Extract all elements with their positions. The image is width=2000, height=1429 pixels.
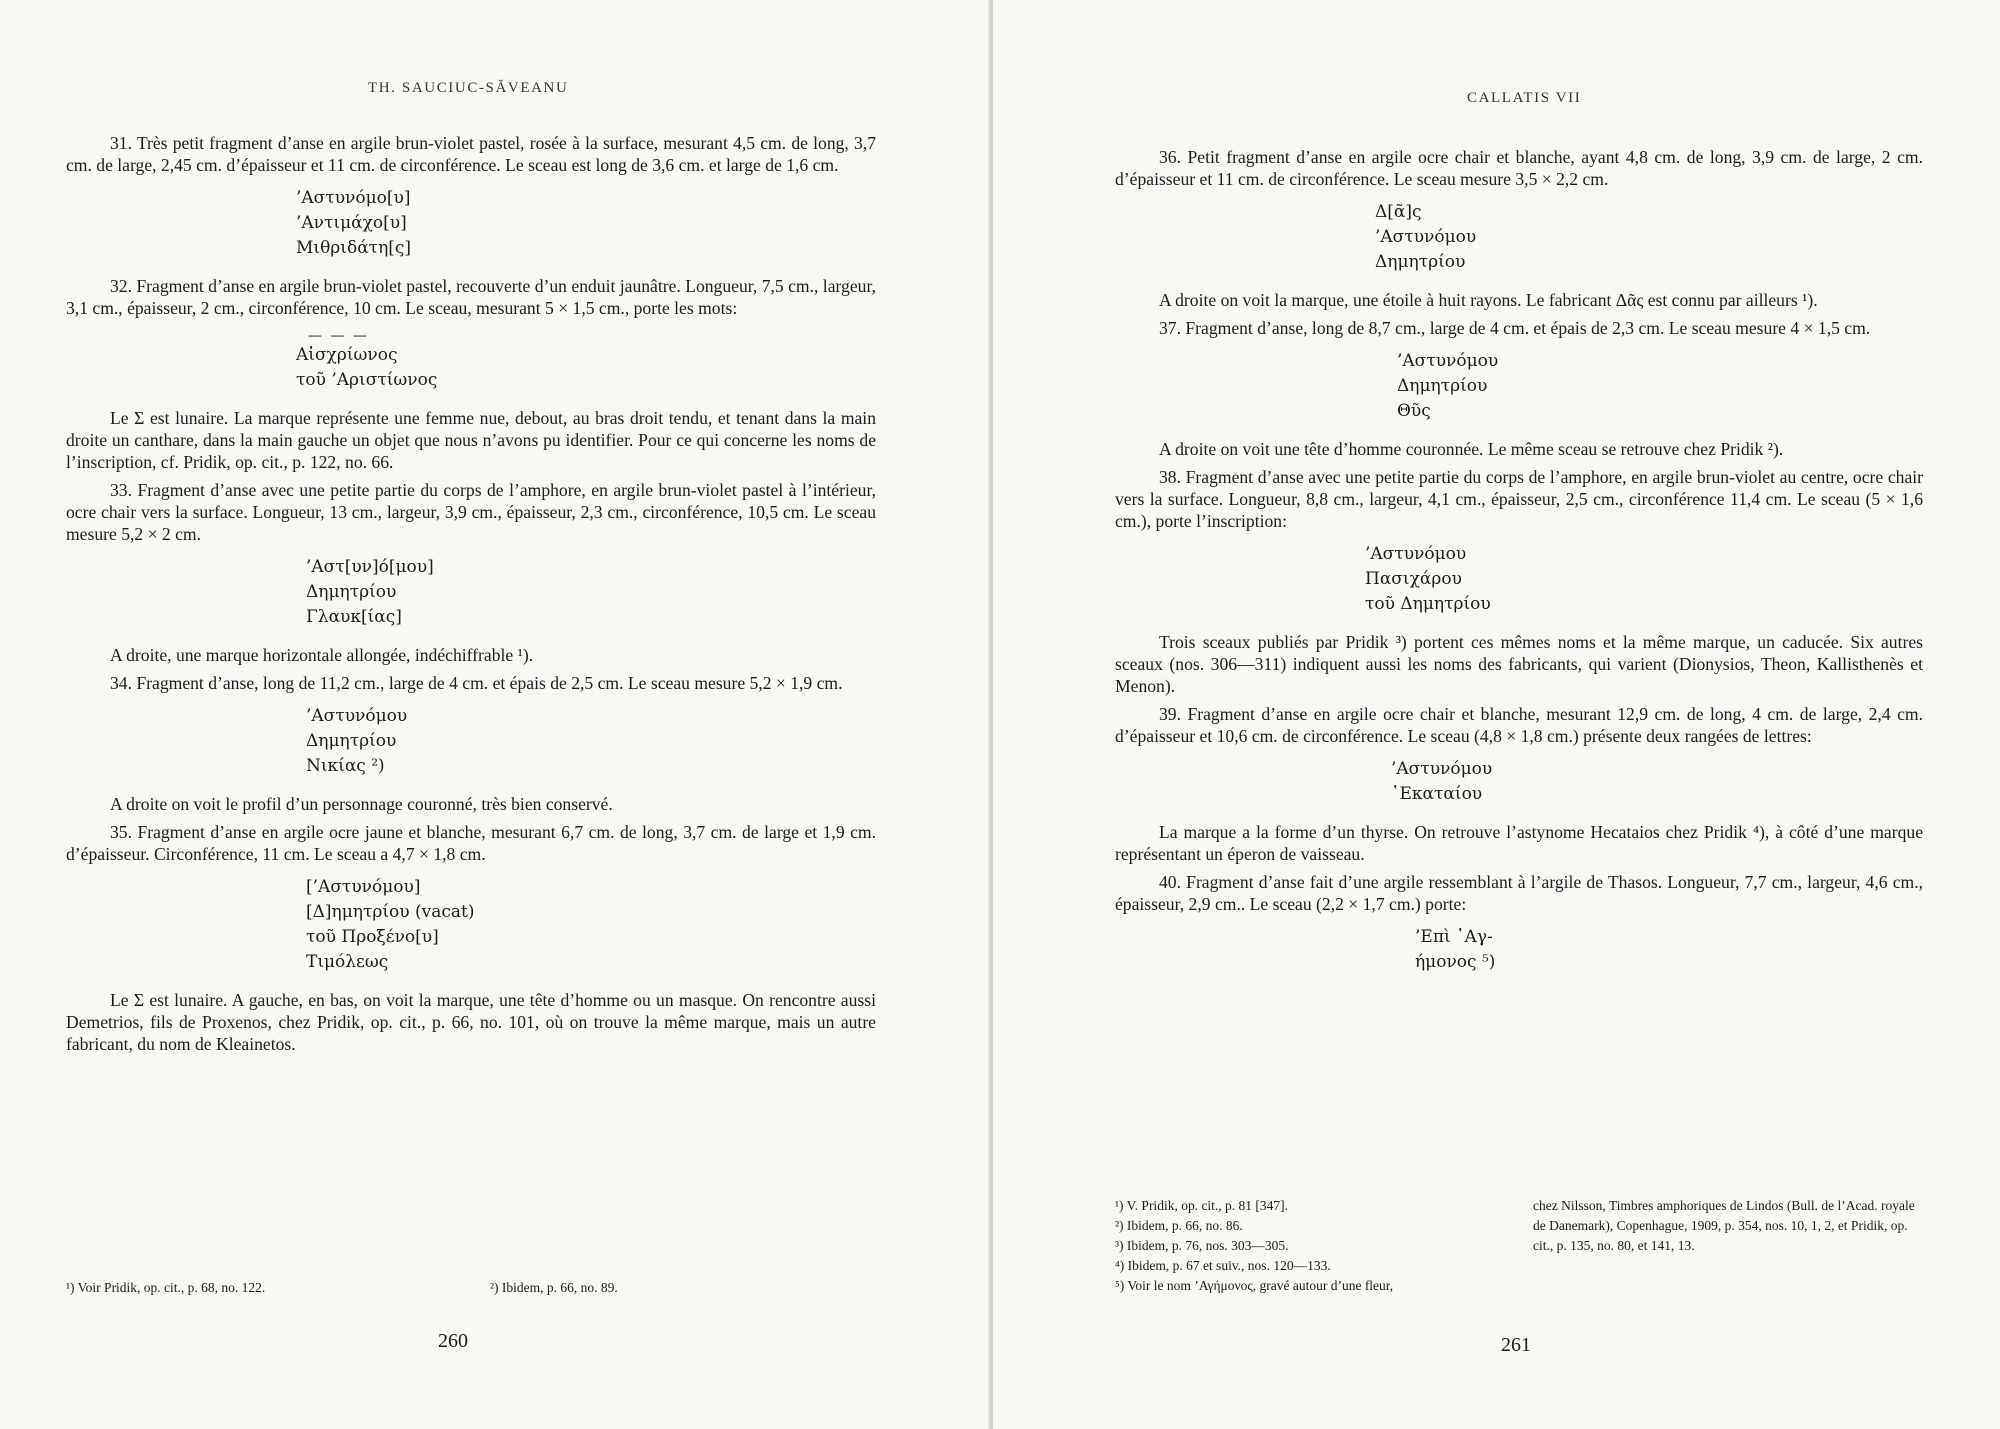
inscription-line: Πασιχάρου: [1365, 569, 1462, 589]
inscription: [66, 555, 876, 630]
inscription-line: ’Αστυνόμου: [1365, 544, 1467, 564]
inscription: [66, 875, 876, 975]
left-page: [0, 0, 990, 1429]
paragraph: 34. Fragment d’anse, long de 11,2 cm., large de 4 cm. et épais de 2,5 cm. Le sceau mesure 5,2 × 1,9 cm.: [110, 673, 843, 693]
footnotes-left-column: [1115, 1196, 1515, 1296]
inscription-dash: — — —: [308, 328, 369, 344]
footnote: ¹) Voir Pridik, op. cit., p. 68, no. 122.: [66, 1280, 266, 1295]
inscription-line: Μιθριδάτη[ς]: [296, 238, 412, 258]
paragraph: A droite on voit une tête d’homme couronnée. Le même sceau se retrouve chez Pridik ²).: [1159, 439, 1784, 459]
inscription-line: τοῦ Δημητρίου: [1365, 594, 1491, 614]
inscription-line: Θῦς: [1397, 401, 1431, 421]
inscription-line: ήμονος ⁵): [1415, 952, 1496, 972]
right-page: [993, 0, 2000, 1429]
inscription-line: Δημητρίου: [1397, 376, 1488, 396]
inscription-line: ’Αστυνόμου: [306, 706, 408, 726]
paragraph: 32. Fragment d’anse en argile brun-violet pastel, recouverte d’un enduit jaunâtre. Longueur, 7,5 cm., largeur, 3,1 cm., épaisseur, 2 cm., circonférence, 10 cm. Le sceau, mesurant 5 × 1,5 cm., porte les mots:: [66, 276, 876, 318]
paragraph: 31. Très petit fragment d’anse en argile brun-violet pastel, rosée à la surface, mesurant 4,5 cm. de long, 3,7 cm. de large, 2,45 cm. d’épaisseur et 11 cm. de circonférence. Le sceau est long de 3,6 cm. et large de 1,6 cm.: [66, 133, 876, 175]
paragraph: 35. Fragment d’anse en argile ocre jaune et blanche, mesurant 6,7 cm. de long, 3,7 cm. de large et 1,9 cm. d’épaisseur. Circonférence, 11 cm. Le sceau a 4,7 × 1,8 cm.: [66, 822, 876, 864]
footnote: ²) Ibidem, p. 66, no. 86.: [1115, 1218, 1243, 1233]
inscription-line: ’Αστυνόμου: [1391, 759, 1493, 779]
text-column: [1115, 146, 1923, 989]
paragraph: A droite, une marque horizontale allongée, indéchiffrable ¹).: [110, 645, 534, 665]
footnote: chez Nilsson, Timbres amphoriques de Lindos (Bull. de l’Acad. royale de Danemark), Copenhague, 1909, p. 354, nos. 10, 1, 2, et Pridik, op. cit., p. 135, no. 80, et 141, 13.: [1533, 1198, 1915, 1253]
inscription-line: ῾Εκαταίου: [1391, 784, 1483, 804]
paragraph: Le Σ est lunaire. La marque représente une femme nue, debout, au bras droit tendu, et tenant dans la main droite un canthare, dans la main gauche un objet que nous n’avons pu identifier. Pour ce qui concerne les noms de l’inscription, cf. Pridik, op. cit., p. 122, no. 66.: [66, 408, 876, 472]
inscription: [1115, 542, 1923, 617]
inscription: [66, 329, 876, 393]
inscription: [1115, 200, 1923, 275]
paragraph: 33. Fragment d’anse avec une petite partie du corps de l’amphore, en argile brun-violet pastel à l’intérieur, ocre chair vers la surface. Longueur, 13 cm., largeur, 3,9 cm., épaisseur, 2,3 cm., circonférence, 10,5 cm. Le sceau mesure 5,2 × 2 cm.: [66, 480, 876, 544]
inscription-line: Γλαυκ[ίας]: [306, 607, 402, 627]
inscription: [66, 186, 876, 261]
inscription-line: Δημητρίου: [306, 582, 397, 602]
inscription: [1115, 925, 1923, 975]
footnotes-right-column: [1533, 1196, 1923, 1256]
paragraph: La marque a la forme d’un thyrse. On retrouve l’astynome Hecataios chez Pridik ⁴), à côté d’une marque représentant un éperon de vaisseau.: [1115, 822, 1923, 864]
inscription: [66, 704, 876, 779]
running-head: CALLATIS VII: [1467, 90, 1582, 106]
paragraph: 39. Fragment d’anse en argile ocre chair et blanche, mesurant 12,9 cm. de long, 4 cm. de large, 2,4 cm. d’épaisseur et 10,6 cm. de circonférence. Le sceau (4,8 × 1,8 cm.) présente deux rangées de lettres:: [1115, 704, 1923, 746]
footnote: ³) Ibidem, p. 76, nos. 303—305.: [1115, 1238, 1289, 1253]
text-column: [66, 132, 876, 1061]
footnote: ²) Ibidem, p. 66, no. 89.: [490, 1280, 618, 1295]
paragraph: 38. Fragment d’anse avec une petite partie du corps de l’amphore, en argile brun-violet au centre, ocre chair vers la surface. Longueur, 8,8 cm., largeur, 4,1 cm., épaisseur, 2,5 cm., circonférence 11,4 cm. Le sceau (5 × 1,6 cm.), porte l’inscription:: [1115, 467, 1923, 531]
inscription-line: Δ[ᾶ]ς: [1375, 202, 1422, 222]
paragraph: 36. Petit fragment d’anse en argile ocre chair et blanche, ayant 4,8 cm. de long, 3,9 cm. de large, 2 cm. d’épaisseur et 11 cm. de circonférence. Le sceau mesure 3,5 × 2,2 cm.: [1115, 147, 1923, 189]
page-number: 260: [438, 1330, 468, 1352]
inscription-line: ’Αστυνόμου: [1397, 351, 1499, 371]
running-head: TH. SAUCIUC-SĂVEANU: [368, 80, 569, 96]
inscription-line: ’Αστ[υν]ό[μου]: [306, 557, 434, 577]
footnote: ⁵) Voir le nom ’Αγήμονος, gravé autour d’une fleur,: [1115, 1278, 1394, 1293]
paragraph: A droite on voit le profil d’un personnage couronné, très bien conservé.: [110, 794, 613, 814]
footnote: ¹) V. Pridik, op. cit., p. 81 [347].: [1115, 1198, 1289, 1213]
inscription-line: ’Αστυνόμου: [1375, 227, 1477, 247]
paragraph: A droite on voit la marque, une étoile à huit rayons. Le fabricant Δᾶς est connu par ailleurs ¹).: [1159, 290, 1818, 310]
inscription-line: Δημητρίου: [1375, 252, 1466, 272]
inscription-line: τοῦ ’Αριστίωνος: [296, 370, 438, 390]
inscription-line: [’Αστυνόμου]: [306, 877, 421, 897]
inscription-line: ’Αντιμάχο[υ]: [296, 213, 407, 233]
inscription-line: ’Επὶ ῾Αγ-: [1415, 927, 1493, 947]
inscription-line: τοῦ Προξένο[υ]: [306, 927, 439, 947]
footnote: ⁴) Ibidem, p. 67 et suiv., nos. 120—133.: [1115, 1258, 1331, 1273]
inscription-line: ’Αστυνόμο[υ]: [296, 188, 411, 208]
inscription-line: [Δ]ημητρίου (vacat): [306, 902, 475, 922]
inscription: [1115, 757, 1923, 807]
paragraph: Trois sceaux publiés par Pridik ³) portent ces mêmes noms et la même marque, un caducée. Six autres sceaux (nos. 306—311) indiquent aussi les noms des fabricants, qui varient (Dionysios, Theon, Kallisthenès et Menon).: [1115, 632, 1923, 696]
paragraph: Le Σ est lunaire. A gauche, en bas, on voit la marque, une tête d’homme ou un masque. On rencontre aussi Demetrios, fils de Proxenos, chez Pridik, op. cit., p. 66, no. 101, où on trouve la même marque, mais un autre fabricant, du nom de Kleainetos.: [66, 990, 876, 1054]
inscription: [1115, 349, 1923, 424]
inscription-line: Δημητρίου: [306, 731, 397, 751]
inscription-line: Νικίας ²): [306, 756, 385, 776]
paragraph: 37. Fragment d’anse, long de 8,7 cm., large de 4 cm. et épais de 2,3 cm. Le sceau mesure 4 × 1,5 cm.: [1159, 318, 1871, 338]
page-number: 261: [1501, 1334, 1531, 1356]
paragraph: 40. Fragment d’anse fait d’une argile ressemblant à l’argile de Thasos. Longueur, 7,7 cm., largeur, 4,6 cm., épaisseur, 2,9 cm.. Le sceau (2,2 × 1,7 cm.) porte:: [1115, 872, 1923, 914]
inscription-line: Αἰσχρίωνος: [296, 345, 398, 365]
inscription-line: Τιμόλεως: [306, 952, 389, 972]
